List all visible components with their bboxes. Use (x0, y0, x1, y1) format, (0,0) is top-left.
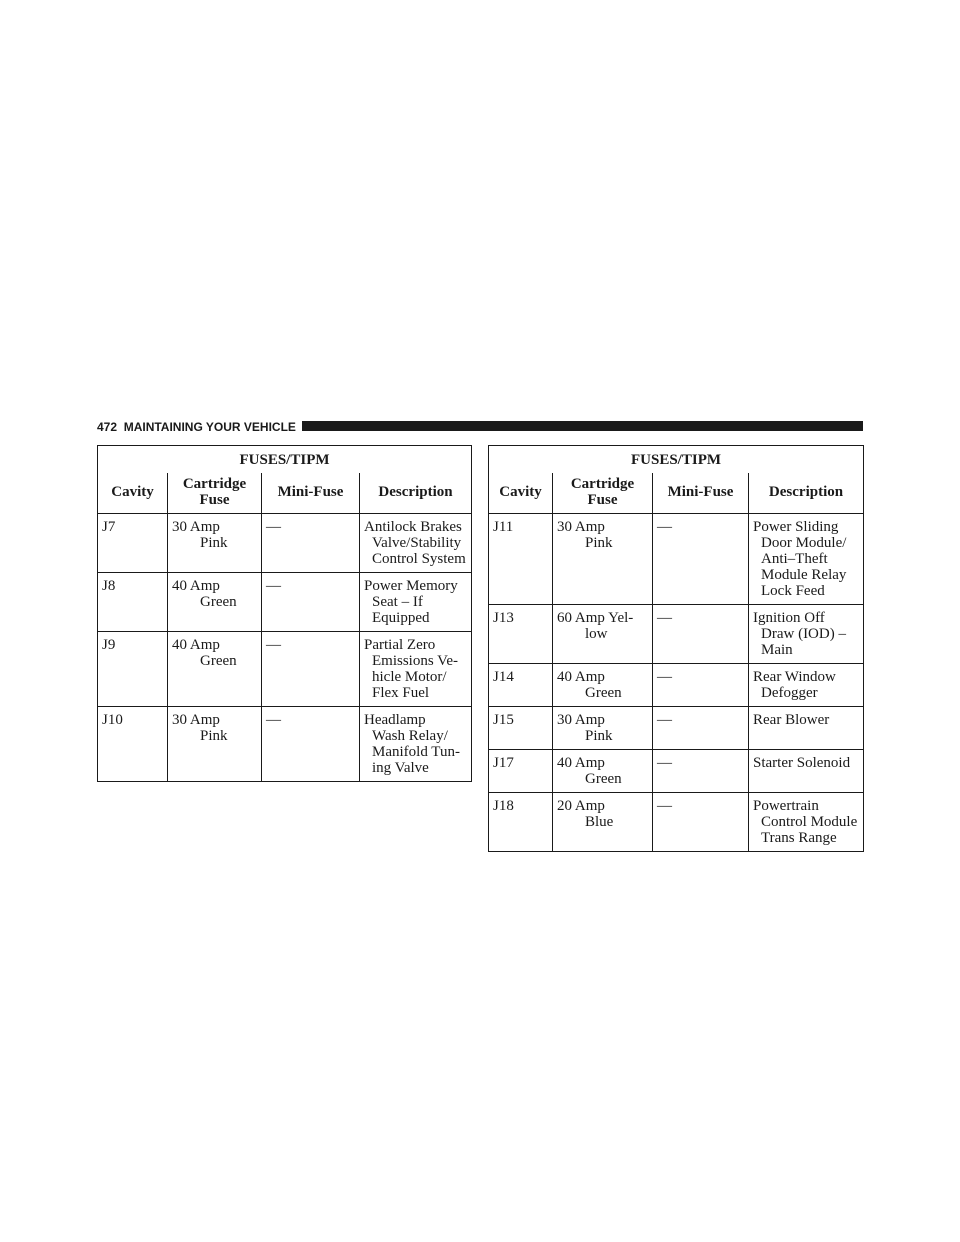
column-header-mini-fuse: Mini-Fuse (262, 473, 360, 514)
description-cell (360, 707, 472, 782)
cartridge-fuse-line: Pink (200, 535, 228, 551)
description-cell (749, 707, 864, 750)
page-header (97, 418, 863, 438)
mini-fuse-cell: — (653, 664, 749, 707)
description-cell (360, 514, 472, 573)
title-row (489, 446, 864, 474)
description-line: Door Module/ (761, 535, 847, 551)
description-line: Power Memory (364, 578, 458, 594)
page-number: 472 (97, 420, 118, 434)
cartridge-fuse-cell (553, 793, 653, 852)
cavity-cell: J17 (489, 750, 553, 793)
column-header-row (98, 473, 472, 514)
description-line: ing Valve (372, 760, 429, 776)
description-cell (749, 664, 864, 707)
description-line: Control System (372, 551, 466, 567)
table-row (489, 707, 864, 750)
cartridge-fuse-line: Blue (585, 814, 614, 830)
cavity-cell: J15 (489, 707, 553, 750)
cartridge-fuse-line: Pink (585, 535, 613, 551)
description-line: Power Sliding (753, 519, 839, 535)
description-line: Wash Relay/ (372, 728, 448, 744)
cavity-cell: J8 (98, 573, 168, 632)
mini-fuse-cell: — (653, 793, 749, 852)
description-line: Defogger (761, 685, 818, 701)
description-cell (749, 514, 864, 605)
description-line: Valve/Stability (372, 535, 462, 551)
description-line: Partial Zero (364, 637, 436, 653)
cartridge-fuse-cell (553, 707, 653, 750)
description-line: Draw (IOD) – (761, 626, 846, 642)
table-row (489, 664, 864, 707)
mini-fuse-cell: — (653, 750, 749, 793)
table-row (98, 573, 472, 632)
cartridge-fuse-cell (553, 514, 653, 605)
description-line: Rear Blower (753, 712, 830, 728)
description-line: Main (761, 642, 793, 658)
cartridge-fuse-line: Pink (200, 728, 228, 744)
cartridge-fuse-line: Green (585, 771, 622, 787)
description-line: Flex Fuel (372, 685, 430, 701)
cartridge-fuse-cell (553, 664, 653, 707)
table-head (489, 446, 864, 514)
description-line: Control Module (761, 814, 858, 830)
mini-fuse-cell: — (653, 707, 749, 750)
description-cell (360, 632, 472, 707)
description-line: Seat – If (372, 594, 423, 610)
cartridge-fuse-cell (168, 707, 262, 782)
cartridge-fuse-line: Green (585, 685, 622, 701)
description-line: Emissions Ve- (372, 653, 458, 669)
description-line: Lock Feed (761, 583, 825, 599)
mini-fuse-cell: — (262, 514, 360, 573)
description-cell (749, 605, 864, 664)
column-header-cartridge-fuse: Cartridge Fuse (553, 473, 653, 514)
column-header-mini-fuse: Mini-Fuse (653, 473, 749, 514)
cavity-cell: J14 (489, 664, 553, 707)
table-title: FUSES/TIPM (489, 446, 864, 474)
title-row (98, 446, 472, 474)
cartridge-fuse-cell (553, 605, 653, 664)
section-title: MAINTAINING YOUR VEHICLE (123, 420, 296, 434)
cartridge-fuse-cell (168, 514, 262, 573)
fuse-table-left (97, 445, 472, 782)
table-row (98, 514, 472, 573)
column-header-description: Description (360, 473, 472, 514)
table-title: FUSES/TIPM (98, 446, 472, 474)
cartridge-fuse-cell (168, 573, 262, 632)
cartridge-fuse-line: Green (200, 594, 237, 610)
cartridge-fuse-line: 40 Amp (172, 578, 220, 594)
description-line: Anti–Theft (761, 551, 828, 567)
fuse-table-right (488, 445, 864, 852)
description-line: Rear Window (753, 669, 836, 685)
description-line: Manifold Tun- (372, 744, 460, 760)
description-cell (360, 573, 472, 632)
cavity-cell: J7 (98, 514, 168, 573)
mini-fuse-cell: — (262, 632, 360, 707)
cartridge-fuse-line: 30 Amp (557, 712, 605, 728)
mini-fuse-cell: — (262, 573, 360, 632)
cartridge-fuse-line: low (585, 626, 608, 642)
header-rule (247, 421, 863, 431)
description-line: Powertrain (753, 798, 819, 814)
cartridge-fuse-line: Pink (585, 728, 613, 744)
description-cell (749, 793, 864, 852)
table-row (489, 605, 864, 664)
cavity-cell: J13 (489, 605, 553, 664)
mini-fuse-cell: — (653, 605, 749, 664)
cavity-cell: J10 (98, 707, 168, 782)
description-line: Headlamp (364, 712, 426, 728)
description-cell (749, 750, 864, 793)
column-header-cavity: Cavity (98, 473, 168, 514)
description-line: Ignition Off (753, 610, 825, 626)
cartridge-fuse-line: 40 Amp (557, 755, 605, 771)
mini-fuse-cell: — (653, 514, 749, 605)
cartridge-fuse-line: 30 Amp (557, 519, 605, 535)
cartridge-fuse-line: 40 Amp (172, 637, 220, 653)
description-line: Starter Solenoid (753, 755, 851, 771)
table-body (98, 514, 472, 782)
column-header-row (489, 473, 864, 514)
cartridge-fuse-cell (168, 632, 262, 707)
description-line: hicle Motor/ (372, 669, 447, 685)
description-line: Trans Range (761, 830, 837, 846)
cavity-cell: J9 (98, 632, 168, 707)
cartridge-fuse-line: 30 Amp (172, 519, 220, 535)
table-row (98, 632, 472, 707)
table-head (98, 446, 472, 514)
description-line: Antilock Brakes (364, 519, 462, 535)
column-header-description: Description (749, 473, 864, 514)
cartridge-fuse-line: Green (200, 653, 237, 669)
cartridge-fuse-line: 40 Amp (557, 669, 605, 685)
table-body (489, 514, 864, 852)
cavity-cell: J11 (489, 514, 553, 605)
mini-fuse-cell: — (262, 707, 360, 782)
table-row (489, 750, 864, 793)
column-header-cartridge-fuse: Cartridge Fuse (168, 473, 262, 514)
description-line: Module Relay (761, 567, 847, 583)
cartridge-fuse-line: 60 Amp Yel- (557, 610, 634, 626)
table-row (489, 514, 864, 605)
cartridge-fuse-line: 20 Amp (557, 798, 605, 814)
column-header-cavity: Cavity (489, 473, 553, 514)
cartridge-fuse-cell (553, 750, 653, 793)
cartridge-fuse-line: 30 Amp (172, 712, 220, 728)
cavity-cell: J18 (489, 793, 553, 852)
table-row (489, 793, 864, 852)
table-row (98, 707, 472, 782)
description-line: Equipped (372, 610, 430, 626)
page-header-text (97, 420, 302, 434)
